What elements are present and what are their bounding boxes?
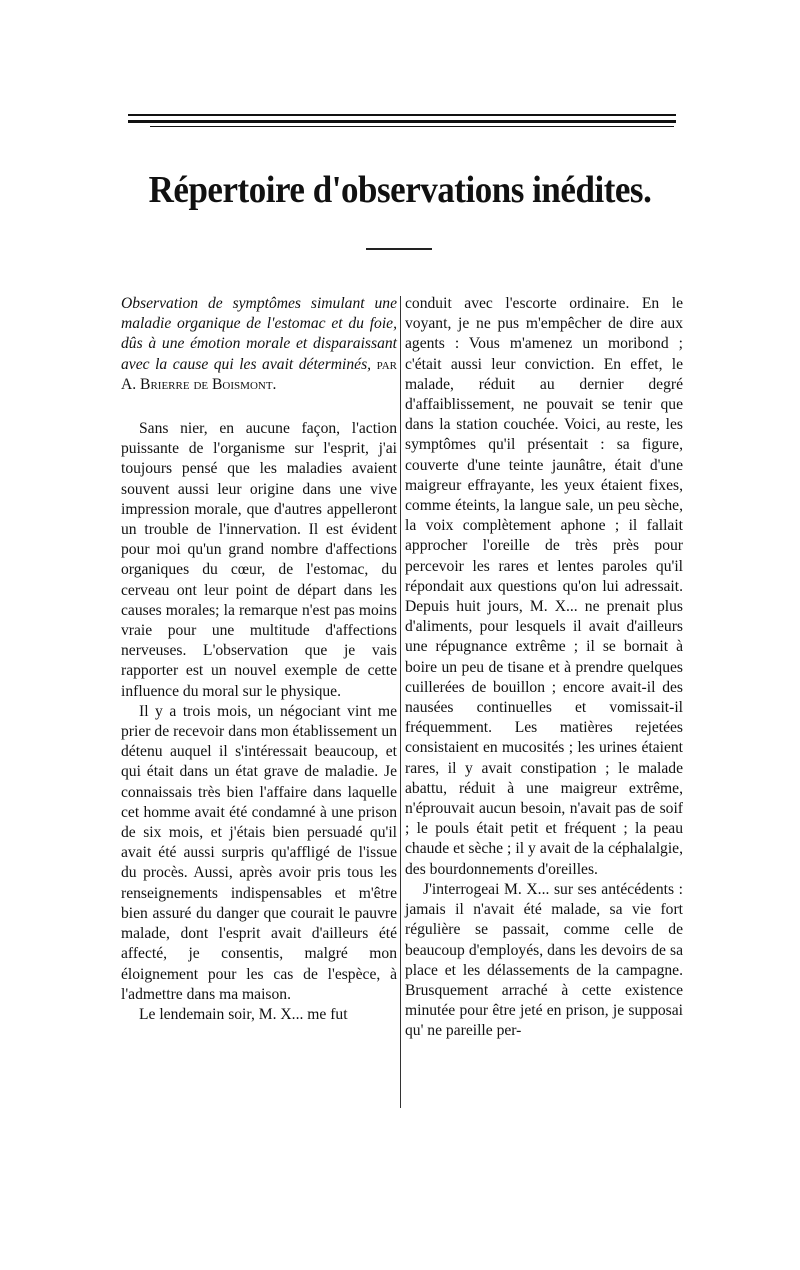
top-thin-rule xyxy=(150,126,674,127)
column-divider-rule xyxy=(400,296,401,1108)
right-column xyxy=(405,294,683,1042)
paragraph: J'interrogeai M. X... sur ses antécédents : jamais il n'avait été malade, sa vie fort régulière se passait, comme celle de beaucoup d'employés, dans les devoirs de sa place et les délassements de la campagne. Brusquement arraché à cette existence minutée pour être jeté en prison, je supposai qu' ne pareille per- xyxy=(405,880,683,1040)
paragraph-continued: conduit avec l'escorte ordinaire. En le voyant, je ne pus m'empêcher de dire aux agents : Vous m'amenez un moribond ; c'était aussi leur conviction. En effet, le malade, réduit au dernier degré d'affaiblissement, ne pouvait se tenir que dans la station couchée. Voici, au reste, les symptômes qu'il présentait : sa figure, couverte d'une teinte jaunâtre, était d'une maigreur effrayante, les yeux étaient fixes, comme éteints, la langue sale, un peu sèche, la voix complètement aphone ; il fallait approcher l'oreille de très près pour percevoir les rares et lentes paroles qu'il répondait aux questions qu'on lui adressait. Depuis huit jours, M. X... ne prenait plus d'aliments, pour lesquels il avait d'ailleurs une répugnance extrême ; il se bornait à boire un peu de tisane et à prendre quelques cuillerées de bouillon ; encore avait-il des nausées continuelles et vomissait-il fréquemment. Les matières rejetées consistaient en mucosités ; les urines étaient rares, il y avait constipation ; le malade abattu, réduit à une maigreur extrême, n'éprouvait aucun besoin, n'avait pas de soif ; le pouls était petit et fréquent ; la peau chaude et sèche ; il y avait de la céphalalgie, des bourdonnements d'oreilles. xyxy=(405,295,683,878)
paragraph: Il y a trois mois, un négociant vint me prier de recevoir dans mon établissement un détenu auquel il s'intéressait beaucoup, et qui était dans un état grave de maladie. Je connaissais très bien l'affaire dans laquelle cet homme avait été condamné à une prison de six mois, et j'étais bien persuadé qu'il avait été aussi surpris qu'affligé de l'issue du procès. Aussi, après avoir pris tous les renseignements indispensables et m'être bien assuré du danger que courait le pauvre malade, dont l'esprit avait d'ailleurs été affecté, je consentis, malgré mon éloignement pour les cas de l'espèce, à l'admettre dans ma maison. xyxy=(121,702,397,1003)
top-double-rule xyxy=(128,114,676,116)
top-double-rule-thick xyxy=(128,120,676,123)
title-separator-rule xyxy=(366,248,432,250)
article-heading-italic: Observation de symptômes simulant une maladie organique de l'estomac et du foie, dûs à une émotion morale et disparaissant avec la cause qui les avait déterminés, xyxy=(121,295,397,373)
article-heading xyxy=(121,294,397,395)
paragraph: Le lendemain soir, M. X... me fut xyxy=(139,1005,348,1023)
page-title: Répertoire d'observations inédites. xyxy=(148,169,652,211)
left-column xyxy=(121,294,397,1025)
paragraph: Sans nier, en aucune façon, l'action puissante de l'organisme sur l'esprit, j'ai toujours pensé que les maladies avaient souvent aussi leur origine dans une vive impression morale, que d'autres appelleront un trouble de l'innervation. Il est évident pour moi qu'un grand nombre d'affections organiques du cœur, de l'estomac, du cerveau ont leur point de départ dans les causes morales; la remarque n'est pas moins vraie pour une multitude d'affections nerveuses. L'observation que je vais rapporter est un nouvel exemple de cette influence du moral sur le physique. xyxy=(121,420,397,700)
article-author: par A. Brierre de Boismont. xyxy=(121,355,397,393)
